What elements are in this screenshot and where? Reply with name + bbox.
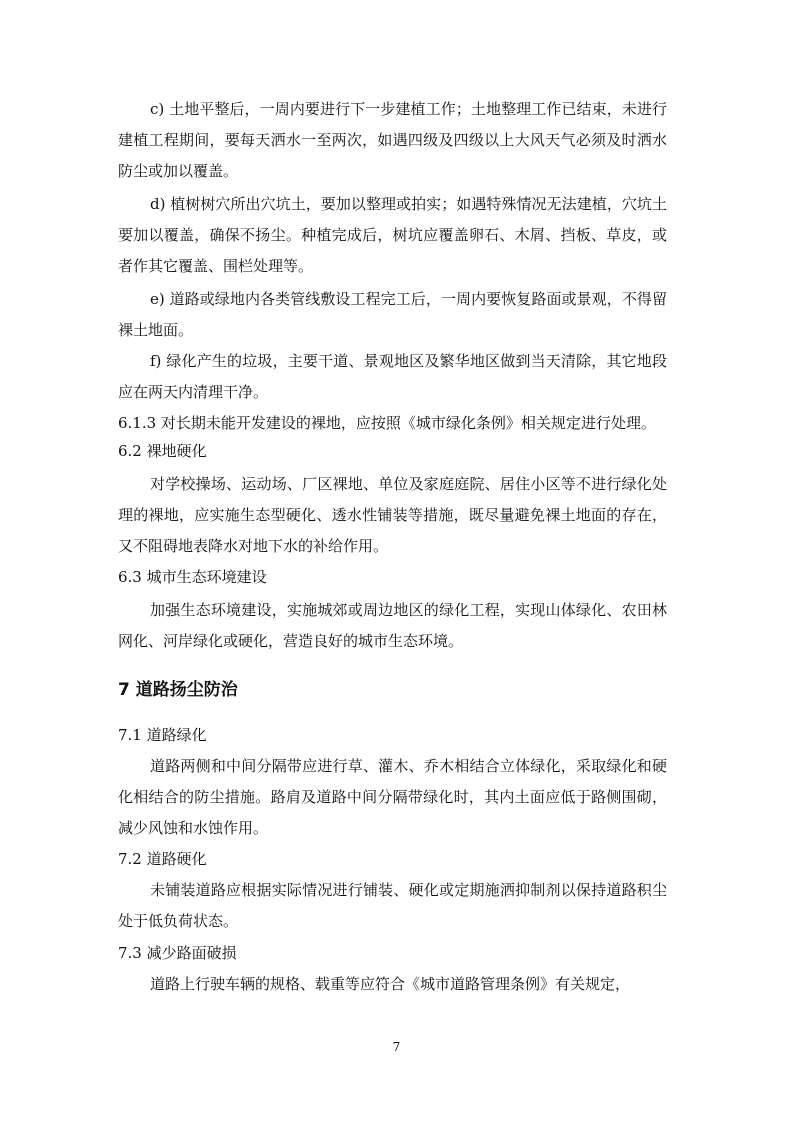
chapter-heading-7: 7 道路扬尘防治: [118, 680, 238, 700]
paragraph-7-3: 道路上行驶车辆的规格、载重等应符合《城市道路管理条例》有关规定，: [150, 975, 631, 993]
page-number: 7: [392, 1040, 401, 1054]
paragraph-6-2: 对学校操场、运动场、厂区裸地、单位及家庭庭院、居住小区等不进行绿化处理的裸地，应实施生态型硬化、透水性铺装等措施，既尽量避免裸土地面的存在，又不阻碍地表降水对地下水的补给作用。: [118, 475, 667, 555]
heading-6-2: 6.2 裸地硬化: [118, 442, 207, 460]
paragraph-7-1: 道路两侧和中间分隔带应进行草、灌木、乔木相结合立体绿化，采取绿化和硬化相结合的防尘措施。路肩及道路中间分隔带绿化时，其内土面应低于路侧围砌，减少风蚀和水蚀作用。: [118, 757, 667, 837]
paragraph-7-2: 未铺装道路应根据实际情况进行铺装、硬化或定期施洒抑制剂以保持道路积尘处于低负荷状态。: [118, 881, 667, 930]
heading-6-3: 6.3 城市生态环境建设: [118, 568, 267, 586]
paragraph-c: c) 土地平整后，一周内要进行下一步建植工作；土地整理工作已结束，未进行建植工程期间，要每天洒水一至两次，如遇四级及四级以上大风天气必须及时洒水防尘或加以覆盖。: [118, 100, 667, 180]
heading-7-3: 7.3 减少路面破损: [118, 944, 237, 962]
heading-7-2: 7.2 道路硬化: [118, 850, 207, 868]
heading-7-1: 7.1 道路绿化: [118, 726, 207, 744]
paragraph-6-3: 加强生态环境建设，实施城郊或周边地区的绿化工程，实现山体绿化、农田林网化、河岸绿化或硬化，营造良好的城市生态环境。: [118, 601, 667, 650]
paragraph-6-1-3: 6.1.3 对长期未能开发建设的裸地，应按照《城市绿化条例》相关规定进行处理。: [118, 414, 656, 432]
paragraph-f: f) 绿化产生的垃圾，主要干道、景观地区及繁华地区做到当天清除，其它地段应在两天内清理干净。: [118, 352, 667, 401]
paragraph-d: d) 植树树穴所出穴坑土，要加以整理或拍实；如遇特殊情况无法建植，穴坑土要加以覆盖，确保不扬尘。种植完成后，树坑应覆盖卵石、木屑、挡板、草皮，或者作其它覆盖、围栏处理等。: [118, 195, 667, 275]
paragraph-e: e) 道路或绿地内各类管线敷设工程完工后，一周内要恢复路面或景观，不得留裸土地面。: [118, 290, 667, 339]
